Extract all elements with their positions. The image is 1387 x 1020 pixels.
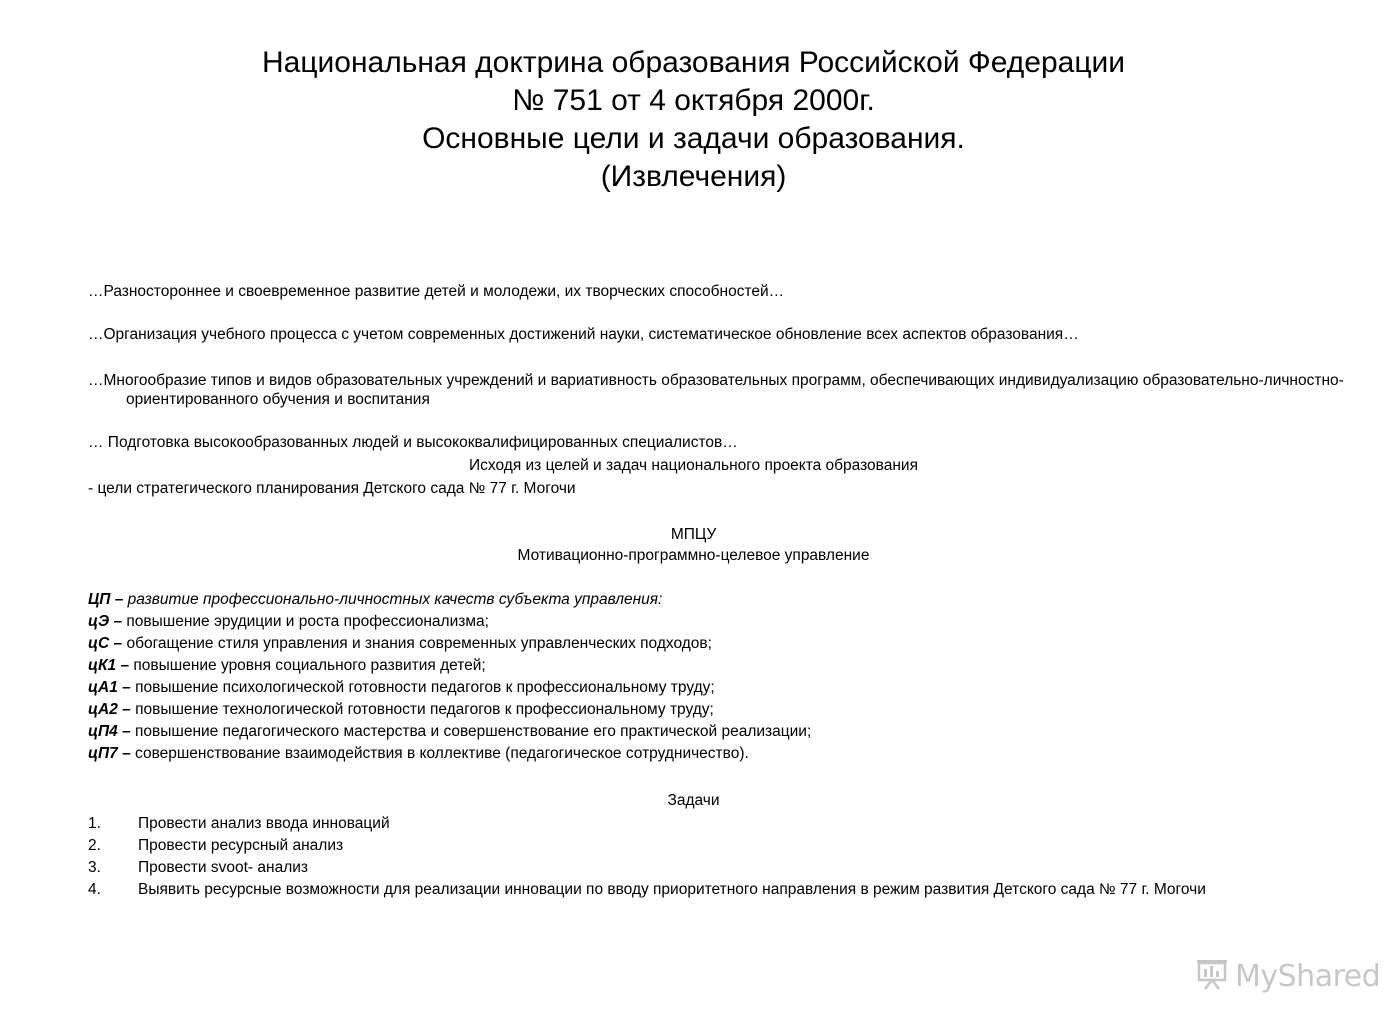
presentation-board-icon: [1195, 957, 1229, 996]
extract-3: …Многообразие типов и видов образовательных учреждений и вариативность образовательных программ, обеспечивающих индивидуализацию образовательно-личностно-ориентированного обучения и воспитания: [88, 372, 1344, 408]
task-text: Провести анализ ввода инноваций: [138, 815, 390, 832]
task-number: 3.: [88, 859, 101, 876]
goal-code: цК1 –: [88, 657, 130, 674]
task-number: 2.: [88, 837, 101, 854]
goal-description: повышение эрудиции и роста профессионализма;: [122, 613, 489, 630]
goal-item: [88, 612, 489, 631]
goal-item: [88, 656, 486, 675]
title-line-4: (Извлечения): [600, 160, 787, 193]
title-line-2: № 751 от 4 октября 2000г.: [512, 84, 875, 117]
goal-code: цП4 –: [88, 723, 131, 740]
task-item: [88, 836, 1318, 855]
goal-description: развитие профессионально-личностных качеств субъекта управления:: [123, 591, 663, 608]
goal-item: [88, 634, 712, 653]
goal-code: цС –: [88, 635, 123, 652]
goal-item: [88, 744, 749, 763]
myshared-logo: [1195, 957, 1380, 996]
extract-2: …Организация учебного процесса с учетом современных достижений науки, систематическое обновление всех аспектов образования…: [88, 326, 1079, 343]
tasks-heading: Задачи: [667, 792, 720, 809]
mpcu-full-name: Мотивационно-программно-целевое управление: [517, 547, 870, 564]
extract-1: …Разностороннее и своевременное развитие детей и молодежи, их творческих способностей…: [88, 283, 785, 300]
goal-description: повышение педагогического мастерства и совершенствование его практической реализации;: [130, 723, 812, 740]
task-item: [88, 880, 1318, 899]
goal-code: ЦП –: [88, 591, 124, 608]
task-item: [88, 858, 1318, 877]
mpcu-abbreviation: МПЦУ: [670, 526, 717, 543]
goal-code: цП7 –: [88, 745, 131, 762]
goal-code: цА1 –: [88, 679, 131, 696]
task-text: Провести ресурсный анализ: [138, 837, 344, 854]
task-number: 1.: [88, 815, 101, 832]
goal-description: совершенствование взаимодействия в коллективе (педагогическое сотрудничество).: [130, 745, 749, 762]
extract-4: … Подготовка высокообразованных людей и высококвалифицированных специалистов…: [88, 434, 738, 451]
task-text: Провести svoot- анализ: [138, 859, 309, 876]
goal-code: цА2 –: [88, 701, 131, 718]
goal-item: [88, 678, 715, 697]
goal-description: повышение уровня социального развития детей;: [129, 657, 486, 674]
goal-code: цЭ –: [88, 613, 123, 630]
goal-item: [88, 590, 662, 609]
project-line: Исходя из целей и задач национального проекта образования: [469, 457, 918, 474]
task-text: Выявить ресурсные возможности для реализации инновации по вводу приоритетного направления в режим развития Детского сада № 77 г. Могочи: [138, 881, 1206, 898]
goal-item: [88, 722, 811, 741]
title-line-1: Национальная доктрина образования Российской Федерации: [261, 46, 1126, 79]
goal-item: [88, 700, 714, 719]
task-item: [88, 814, 1318, 833]
document-title: [0, 44, 1387, 196]
goal-description: повышение психологической готовности педагогов к профессиональному труду;: [130, 679, 715, 696]
task-number: 4.: [88, 881, 101, 898]
goal-description: обогащение стиля управления и знания современных управленческих подходов;: [122, 635, 712, 652]
goal-description: повышение технологической готовности педагогов к профессиональному труду;: [130, 701, 714, 718]
watermark-text: MyShared: [1235, 959, 1381, 994]
title-line-3: Основные цели и задачи образования.: [422, 122, 965, 155]
goals-line: - цели стратегического планирования Детского сада № 77 г. Могочи: [88, 480, 576, 497]
